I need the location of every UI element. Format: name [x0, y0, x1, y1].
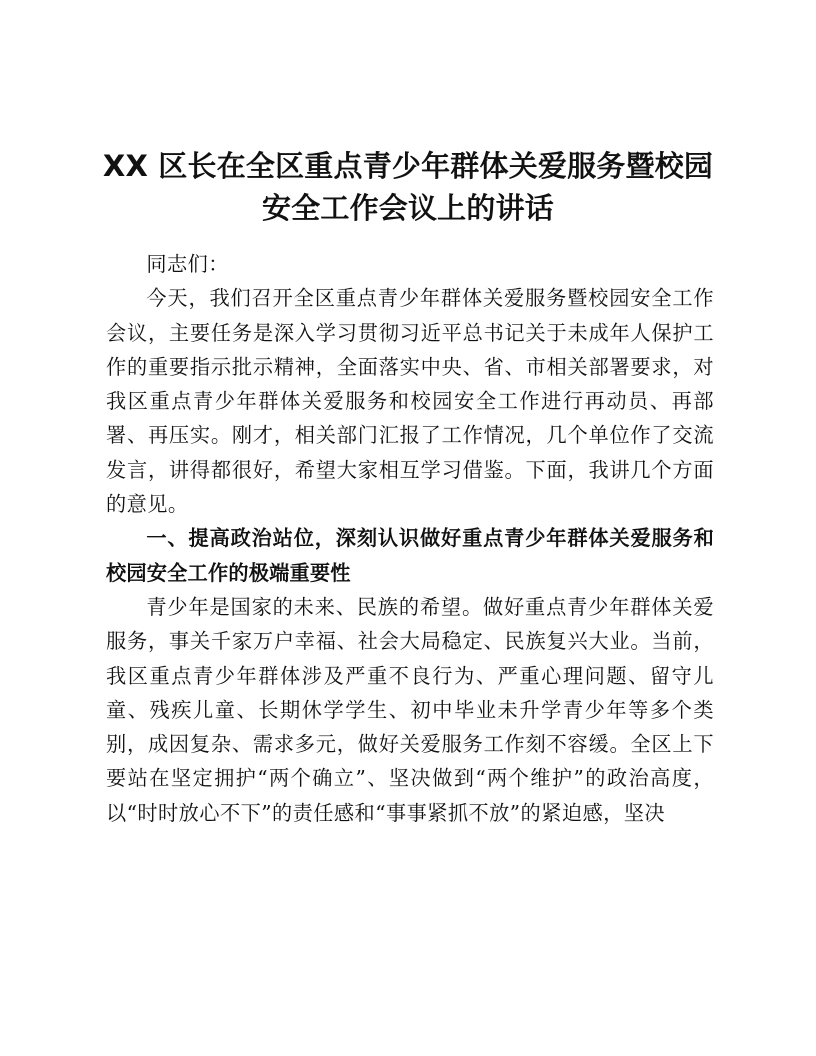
section-heading: 一、提高政治站位，深刻认识做好重点青少年群体关爱服务和校园安全工作的极端重要性	[106, 526, 714, 585]
opening-paragraph: 今天，我们召开全区重点青少年群体关爱服务暨校园安全工作会议，主要任务是深入学习贯彻习近平总书记关于未成年人保护工作的重要指示批示精神，全面落实中央、省、市相关部署要求，对我区重点青少年群体关爱服务和校园安全工作进行再动员、再部署、再压实。刚才，相关部门汇报了工作情况，几个单位作了交流发言，讲得都很好，希望大家相互学习借鉴。下面，我讲几个方面的意见。	[106, 286, 714, 517]
title-line-2: 安全工作会议上的讲话	[261, 191, 554, 225]
title-line-1: XX 区长在全区重点青少年群体关爱服务暨校园	[102, 149, 714, 183]
section-paragraph: 青少年是国家的未来、民族的希望。做好重点青少年群体关爱服务，事关千家万户幸福、社会大局稳定、民族复兴大业。当前，我区重点青少年群体涉及严重不良行为、严重心理问题、留守儿童、残疾儿童、长期休学学生、初中毕业未升学青少年等多个类别，成因复杂、需求多元，做好关爱服务工作刻不容缓。全区上下要站在坚定拥护“两个确立”、坚决做到“两个维护”的政治高度，以“时时放心不下”的责任感和“事事紧抓不放”的紧迫感，坚决	[106, 594, 714, 825]
document-body	[106, 247, 714, 830]
salutation: 同志们：	[146, 252, 229, 276]
document-title	[96, 145, 720, 229]
